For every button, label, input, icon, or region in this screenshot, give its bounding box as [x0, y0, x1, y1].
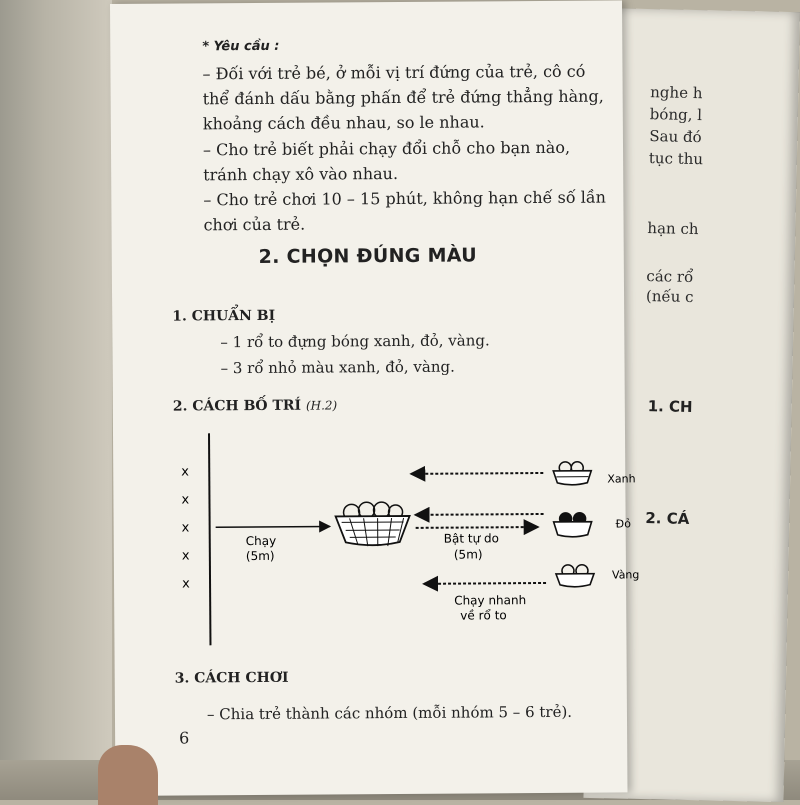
right-heading: 2. CÁ: [645, 509, 690, 528]
right-heading: 1. CH: [647, 397, 693, 417]
right-line: Sau đó: [649, 127, 702, 147]
child-marker: x: [181, 464, 190, 480]
right-line: nghe h: [650, 83, 703, 103]
prep-heading: 1. CHUẨN BỊ: [172, 307, 276, 325]
right-line: hạn ch: [647, 219, 699, 239]
play-item: – Chia trẻ thành các nhóm (mỗi nhóm 5 – 6 trẻ).: [206, 702, 573, 724]
game-title: 2. CHỌN ĐÚNG MÀU: [258, 244, 477, 268]
small-basket-do: [554, 513, 592, 537]
prep-item: – 1 rổ to đựng bóng xanh, đỏ, vàng.: [220, 331, 490, 352]
run-label: Chạy: [245, 533, 277, 549]
return-arrow-bottom: [424, 583, 546, 584]
color-label-vang: Vàng: [611, 568, 640, 582]
right-line: tục thu: [648, 149, 704, 169]
jump-label: Bật tự do: [443, 531, 499, 546]
small-basket-xanh: [553, 462, 591, 485]
child-marker: x: [181, 492, 190, 508]
return-arrow-top: [411, 473, 543, 474]
run-distance: (5m): [245, 548, 275, 564]
prep-item: – 3 rổ nhỏ màu xanh, đỏ, vàng.: [220, 357, 455, 378]
child-marker: x: [181, 520, 190, 536]
book-page: [110, 0, 640, 796]
right-line: (nếu c: [645, 287, 694, 307]
return-label: Chạy nhanh: [454, 593, 527, 608]
requirement-item: – Đối với trẻ bé, ở mỗi vị trí đứng của trẻ, cô có thể đánh dấu bằng phấn để trẻ đứng thẳng hàng, khoảng cách đều nhau, so le nhau.: [202, 61, 604, 134]
big-basket: [335, 502, 409, 547]
jump-arrow: [416, 527, 538, 528]
layout-heading-text: 2. CÁCH BỐ TRÍ: [172, 397, 302, 415]
requirement-item: – Cho trẻ chơi 10 – 15 phút, không hạn chế số lần chơi của trẻ.: [203, 187, 606, 235]
color-label-xanh: Xanh: [607, 472, 636, 486]
jump-distance: (5m): [453, 547, 483, 562]
play-heading: 3. CÁCH CHƠI: [174, 669, 289, 687]
return-label: về rổ to: [460, 608, 507, 623]
run-arrow: [216, 526, 330, 527]
thumb: [98, 745, 158, 805]
page-number: 6: [179, 728, 190, 748]
requirement-item: – Cho trẻ biết phải chạy đổi chỗ cho bạn nào, tránh chạy xô vào nhau.: [202, 137, 571, 185]
layout-diagram: [153, 410, 640, 663]
return-arrow-mid: [416, 514, 544, 515]
right-line: bóng, l: [649, 105, 703, 125]
color-label-do: Đỏ: [615, 517, 631, 531]
requirements-heading: * Yêu cầu :: [202, 38, 280, 55]
background-left: [0, 0, 112, 800]
right-line: các rổ: [646, 267, 694, 287]
child-marker: x: [181, 576, 190, 592]
layout-figure-ref: (H.2): [305, 398, 338, 413]
start-line: [209, 433, 210, 645]
child-marker: x: [181, 548, 190, 564]
small-basket-vang: [556, 565, 594, 587]
